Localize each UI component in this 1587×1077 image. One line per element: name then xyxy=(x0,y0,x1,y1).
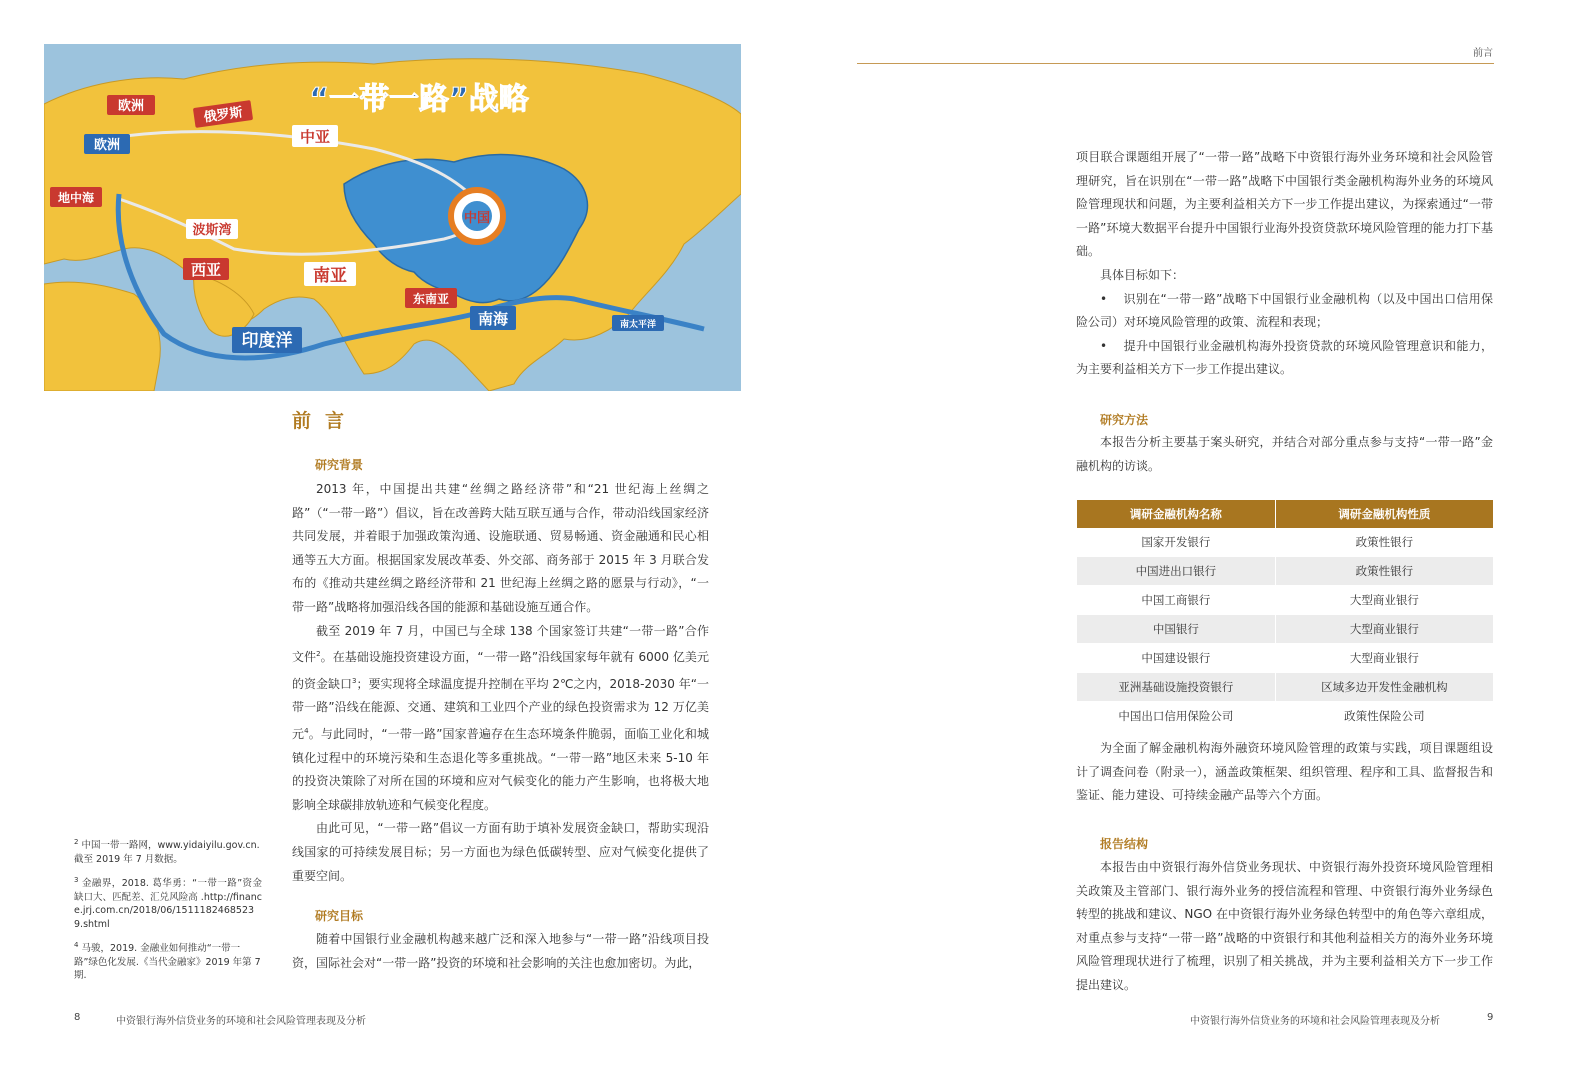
map-label-russia: 俄罗斯 xyxy=(202,105,244,126)
table-row xyxy=(1077,557,1493,586)
footnotes xyxy=(74,836,262,983)
table-row xyxy=(1077,702,1493,731)
map-title: “一带一路”战略 xyxy=(309,82,529,117)
survey-text xyxy=(1076,737,1493,808)
footnote-ref: 3 xyxy=(352,676,357,685)
table-cell: 亚洲基础设施投资银行 xyxy=(1077,673,1275,702)
table-cell: 大型商业银行 xyxy=(1275,586,1493,615)
table-cell: 国家开发银行 xyxy=(1077,528,1275,557)
paragraph: 截至 2019 年 7 月，中国已与全球 138 个国家签订共建“一带一路”合作文件$^2$。在基础设施投资建设方面，“一带一路”沿线国家每年就有 6000 亿美元的资金缺口$^3$；要实现将全球温度提升控制在平均 2℃之内，2018-2030 年“一带一路”沿线在能源、交通、建筑和工业四个产业的绿色投资需求为 12 万亿美元$^4$。与此同时，“一带一路”国家普遍存在生态环境条件脆弱，面临工业化和城镇化过程中的环境污染和生态退化等多重挑战。“一带一路”地区未来 5-10 年的投资决策除了对所在国的环境和应对气候变化的能力产生影响，也将极大地影响全球碳排放轨迹和气候变化程度。 xyxy=(292,623,709,812)
list-item: • 识别在“一带一路”战略下中国银行业金融机构（以及中国出口信用保险公司）对环境风险管理的政策、流程和表现； xyxy=(1076,291,1493,330)
paragraph: 随着中国银行业金融机构越来越广泛和深入地参与“一带一路”沿线项目投资，国际社会对“一带一路”投资的环境和社会影响的关注也愈加密切。为此， xyxy=(292,932,709,970)
paragraph: 2013 年，中国提出共建“丝绸之路经济带”和“21 世纪海上丝绸之路”（“一带一路”）倡议，旨在改善跨大陆互联互通与合作，带动沿线国家经济共同发展，并着眼于加强政策沟通、设施联通、贸易畅通、资金融通和民心相通等五大方面。根据国家发展改革委、外交部、商务部于 2015 年 3 月联合发布的《推动共建丝绸之路经济带和 21 世纪海上丝绸之路的愿景与行动》，“一带一路”战略将加强沿线各国的能源和基础设施互通合作。 xyxy=(292,482,709,614)
section-title-structure: 报告结构 xyxy=(1100,837,1149,851)
map-label-west-asia: 西亚 xyxy=(190,261,222,279)
table-row xyxy=(1077,644,1493,673)
paragraph: 本报告由中资银行海外信贷业务现状、中资银行海外投资环境风险管理相关政策及主管部门、银行海外业务的授信流程和管理、中资银行海外业务绿色转型的挑战和建议、NGO 在中资银行海外业务绿色转型中的角色等六章组成，对重点参与支持“一带一路”战略的中资银行和其他利益相关方的海外业务环境风险管理现状进行了梳理，识别了相关挑战，并为主要利益相关方下一步工作提出建议。 xyxy=(1076,860,1493,992)
map-label-south-pacific: 南太平洋 xyxy=(619,320,657,330)
table-cell: 政策性银行 xyxy=(1275,557,1493,586)
table-cell: 政策性保险公司 xyxy=(1275,702,1493,731)
table-cell: 中国建设银行 xyxy=(1077,644,1275,673)
footnote-3: $^3$ 金融界，2018. 葛华勇：“一带一路”资金缺口大、匹配差、汇兑风险高 .http://finance.jrj.com.cn/2018/06/15111824685239.shtml xyxy=(74,876,262,930)
map-label-indian-ocean: 印度洋 xyxy=(241,331,293,351)
goals-list xyxy=(1076,288,1493,382)
page-number-right: 9 xyxy=(1487,1012,1494,1023)
footnote-ref: 4 xyxy=(304,726,309,735)
table-cell: 中国工商银行 xyxy=(1077,586,1275,615)
paragraph: 由此可见，“一带一路”倡议一方面有助于填补发展资金缺口，帮助实现沿线国家的可持续发展目标；另一方面也为绿色低碳转型、应对气候变化提供了重要空间。 xyxy=(292,821,709,883)
footnote-2: $^2$ 中国一带一路网，www.yidaiyilu.gov.cn. 截至 2019 年 7 月数据。 xyxy=(74,838,260,865)
intro-text xyxy=(1076,146,1493,382)
list-item: • 提升中国银行业金融机构海外投资贷款的环境风险管理意识和能力，为主要利益相关方下一步工作提出建议。 xyxy=(1076,338,1493,377)
table-header-row xyxy=(1077,500,1493,528)
footer-title-right: 中资银行海外信贷业务的环境和社会风险管理表现及分析 xyxy=(1190,1016,1440,1027)
institution-table xyxy=(1077,500,1493,731)
table-row xyxy=(1077,673,1493,702)
running-header: 前言 xyxy=(1473,48,1493,59)
footnote-ref: 2 xyxy=(316,650,321,659)
method-text xyxy=(1076,431,1493,478)
footnote-4: $^4$ 马骏，2019. 金融业如何推动“一带一路”绿色化发展.《当代金融家》2019 年第 7 期. xyxy=(74,941,261,982)
paragraph: 本报告分析主要基于案头研究，并结合对部分重点参与支持“一带一路”金融机构的访谈。 xyxy=(1076,435,1493,473)
table-row xyxy=(1077,586,1493,615)
map-label-china: 中国 xyxy=(463,211,491,226)
belt-road-map xyxy=(44,44,741,391)
table-header-cell: 调研金融机构名称 xyxy=(1077,500,1275,528)
paragraph: 项目联合课题组开展了“一带一路”战略下中资银行海外业务环境和社会风险管理研究，旨在识别在“一带一路”战略下中国银行类金融机构海外业务的环境风险管理现状和问题，为主要利益相关方下一步工作提出建议，为探索通过“一带一路”环境大数据平台提升中国银行业海外投资贷款环境风险管理的能力打下基础。 xyxy=(1076,150,1493,259)
map-label-europe-2: 欧洲 xyxy=(93,138,121,153)
map-label-southeast-asia: 东南亚 xyxy=(412,292,450,306)
structure-text xyxy=(1076,856,1493,998)
page-heading: 前言 xyxy=(292,410,359,432)
map-label-central-asia: 中亚 xyxy=(299,128,331,146)
objectives-text xyxy=(292,928,709,975)
section-title-objectives: 研究目标 xyxy=(315,909,364,923)
table-cell: 中国进出口银行 xyxy=(1077,557,1275,586)
footer-title-left: 中资银行海外信贷业务的环境和社会风险管理表现及分析 xyxy=(116,1016,366,1027)
map-label-south-sea: 南海 xyxy=(477,310,509,328)
section-title-background: 研究背景 xyxy=(315,458,364,472)
table-cell: 区域多边开发性金融机构 xyxy=(1275,673,1493,702)
table-cell: 中国出口信用保险公司 xyxy=(1077,702,1275,731)
map-label-mediterranean: 地中海 xyxy=(57,191,95,205)
table-cell: 政策性银行 xyxy=(1275,528,1493,557)
table-cell: 大型商业银行 xyxy=(1275,644,1493,673)
table-row xyxy=(1077,615,1493,644)
table-row xyxy=(1077,528,1493,557)
header-rule xyxy=(857,63,1494,64)
paragraph: 为全面了解金融机构海外融资环境风险管理的政策与实践，项目课题组设计了调查问卷（附录一），涵盖政策框架、组织管理、程序和工具、监督报告和鉴证、能力建设、可持续金融产品等六个方面。 xyxy=(1076,741,1493,803)
goals-intro: 具体目标如下： xyxy=(1100,267,1185,282)
table-cell: 大型商业银行 xyxy=(1275,615,1493,644)
table-cell: 中国银行 xyxy=(1077,615,1275,644)
page-number-left: 8 xyxy=(74,1012,81,1023)
map-label-south-asia: 南亚 xyxy=(313,266,347,286)
table-header-cell: 调研金融机构性质 xyxy=(1275,500,1493,528)
map-label-europe: 欧洲 xyxy=(117,99,145,114)
background-text xyxy=(292,478,709,888)
section-title-method: 研究方法 xyxy=(1100,413,1149,427)
map-label-persian-gulf: 波斯湾 xyxy=(192,223,232,238)
